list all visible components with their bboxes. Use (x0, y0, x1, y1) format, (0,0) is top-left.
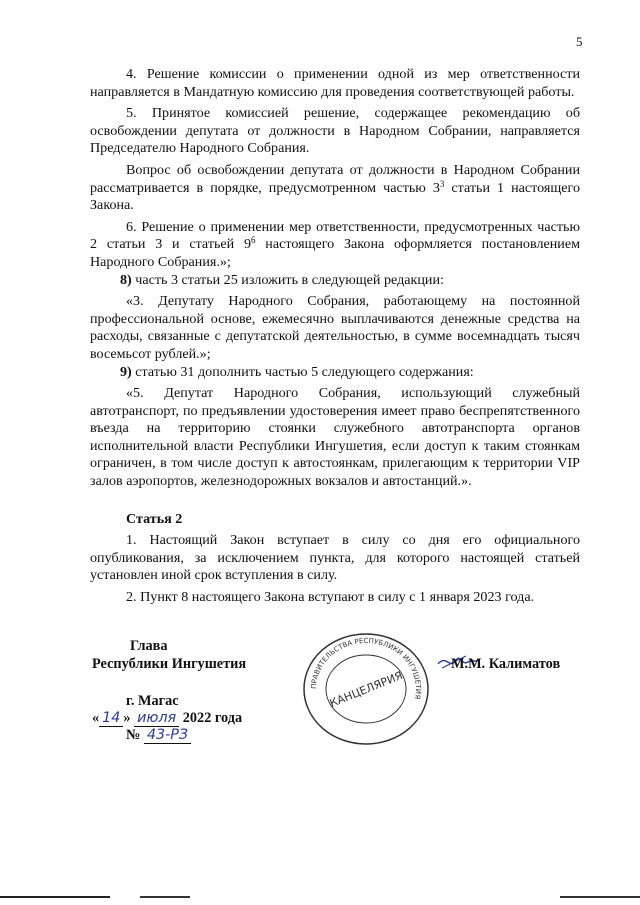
number-line (92, 727, 242, 744)
signature-republic: Республики Ингушетия (92, 656, 247, 672)
quote-open: « (92, 710, 100, 726)
part-3-text: «3. Депутату Народного Собрания, работающему на постоянной профессиональной основе, ежемесячно выплачиваются денежные средства на расходы, связанные с депутатской деятельностью, в сумме восемнадцать тысяч восемьсот рублей.»; (90, 293, 580, 362)
superscript: 3 (439, 178, 445, 189)
paragraph-6 (90, 219, 580, 272)
document-body (90, 66, 580, 607)
item-8-text: часть 3 статьи 25 изложить в следующей редакции: (131, 271, 444, 288)
scan-edge-marks (0, 892, 640, 905)
law-number: 43-РЗ (144, 727, 191, 744)
superscript: 6 (251, 235, 256, 246)
signatory-name: М.М. Калиматов (451, 656, 561, 672)
date-day: 14 (99, 710, 123, 727)
page-number: 5 (576, 34, 583, 49)
quote-close: » (123, 710, 131, 726)
date-month: июля (134, 710, 179, 727)
official-seal (300, 631, 432, 747)
item-9-text: статью 31 дополнить частью 5 следующего содержания: (131, 363, 474, 380)
article-2-paragraph-2: 2. Пункт 8 настоящего Закона вступают в силу с 1 января 2023 года. (126, 589, 535, 606)
city: г. Магас (126, 693, 179, 709)
article-2-paragraph-1: 1. Настоящий Закон вступает в силу со дня его официального опубликования, за исключением пункта, для которого настоящей статьей установлен иной срок вступления в силу. (90, 532, 580, 584)
item-8-number: 8) (120, 271, 132, 288)
part-5-text: «5. Депутат Народного Собрания, использующий служебный автотранспорт, по предъявлении удостоверения имеет право беспрепятственного въезда на территорию стоянки служебного автотранспорта органов исполнительной власти Республики Ингушетия, если доступ к таким стоянкам ограничен, в том числе доступ к автостоянкам, прилегающим к территории VIP залов аэропортов, железнодорожных вокзалов и автостанций.». (90, 385, 580, 490)
paragraph-6-text: 6. Решение о применении мер ответственности, предусмотренных частью 2 статьи 3 и статьей 9 (90, 218, 580, 253)
date-line (92, 710, 242, 727)
paragraph-question (90, 162, 580, 215)
article-2-title: Статья 2 (126, 510, 183, 527)
paragraph-question-text: Вопрос об освобождении депутата от должности в Народном Собрании рассматривается в порядке, предусмотренном частью 3 (90, 161, 580, 196)
seal-center-text: КАНЦЕЛЯРИЯ (327, 668, 405, 711)
date-year: 2022 года (182, 710, 243, 726)
item-8 (90, 272, 580, 290)
seal-ring-text: ПРАВИТЕЛЬСТВА РЕСПУБЛИКИ ИНГУШЕТИЯ (309, 636, 423, 700)
item-9-number: 9) (120, 363, 132, 380)
item-9 (90, 364, 580, 382)
paragraph-5: 5. Принятое комиссией решение, содержащее рекомендацию об освобождении депутата от должности в Народном Собрании, направляется Председателю Народного Собрания. (90, 105, 580, 157)
place-date-block (92, 693, 242, 744)
paragraph-question-tail: статьи 1 настоящего Закона. (90, 179, 580, 214)
signature-block (92, 637, 246, 673)
paragraph-4: 4. Решение комиссии о применении одной из мер ответственности направляется в Мандатную комиссию для проведения соответствующей работы. (90, 66, 580, 100)
signature-title: Глава (130, 638, 168, 654)
number-label: № (126, 727, 141, 743)
paragraph-6-tail: настоящего Закона оформляется постановлением Народного Собрания.»; (90, 236, 580, 270)
